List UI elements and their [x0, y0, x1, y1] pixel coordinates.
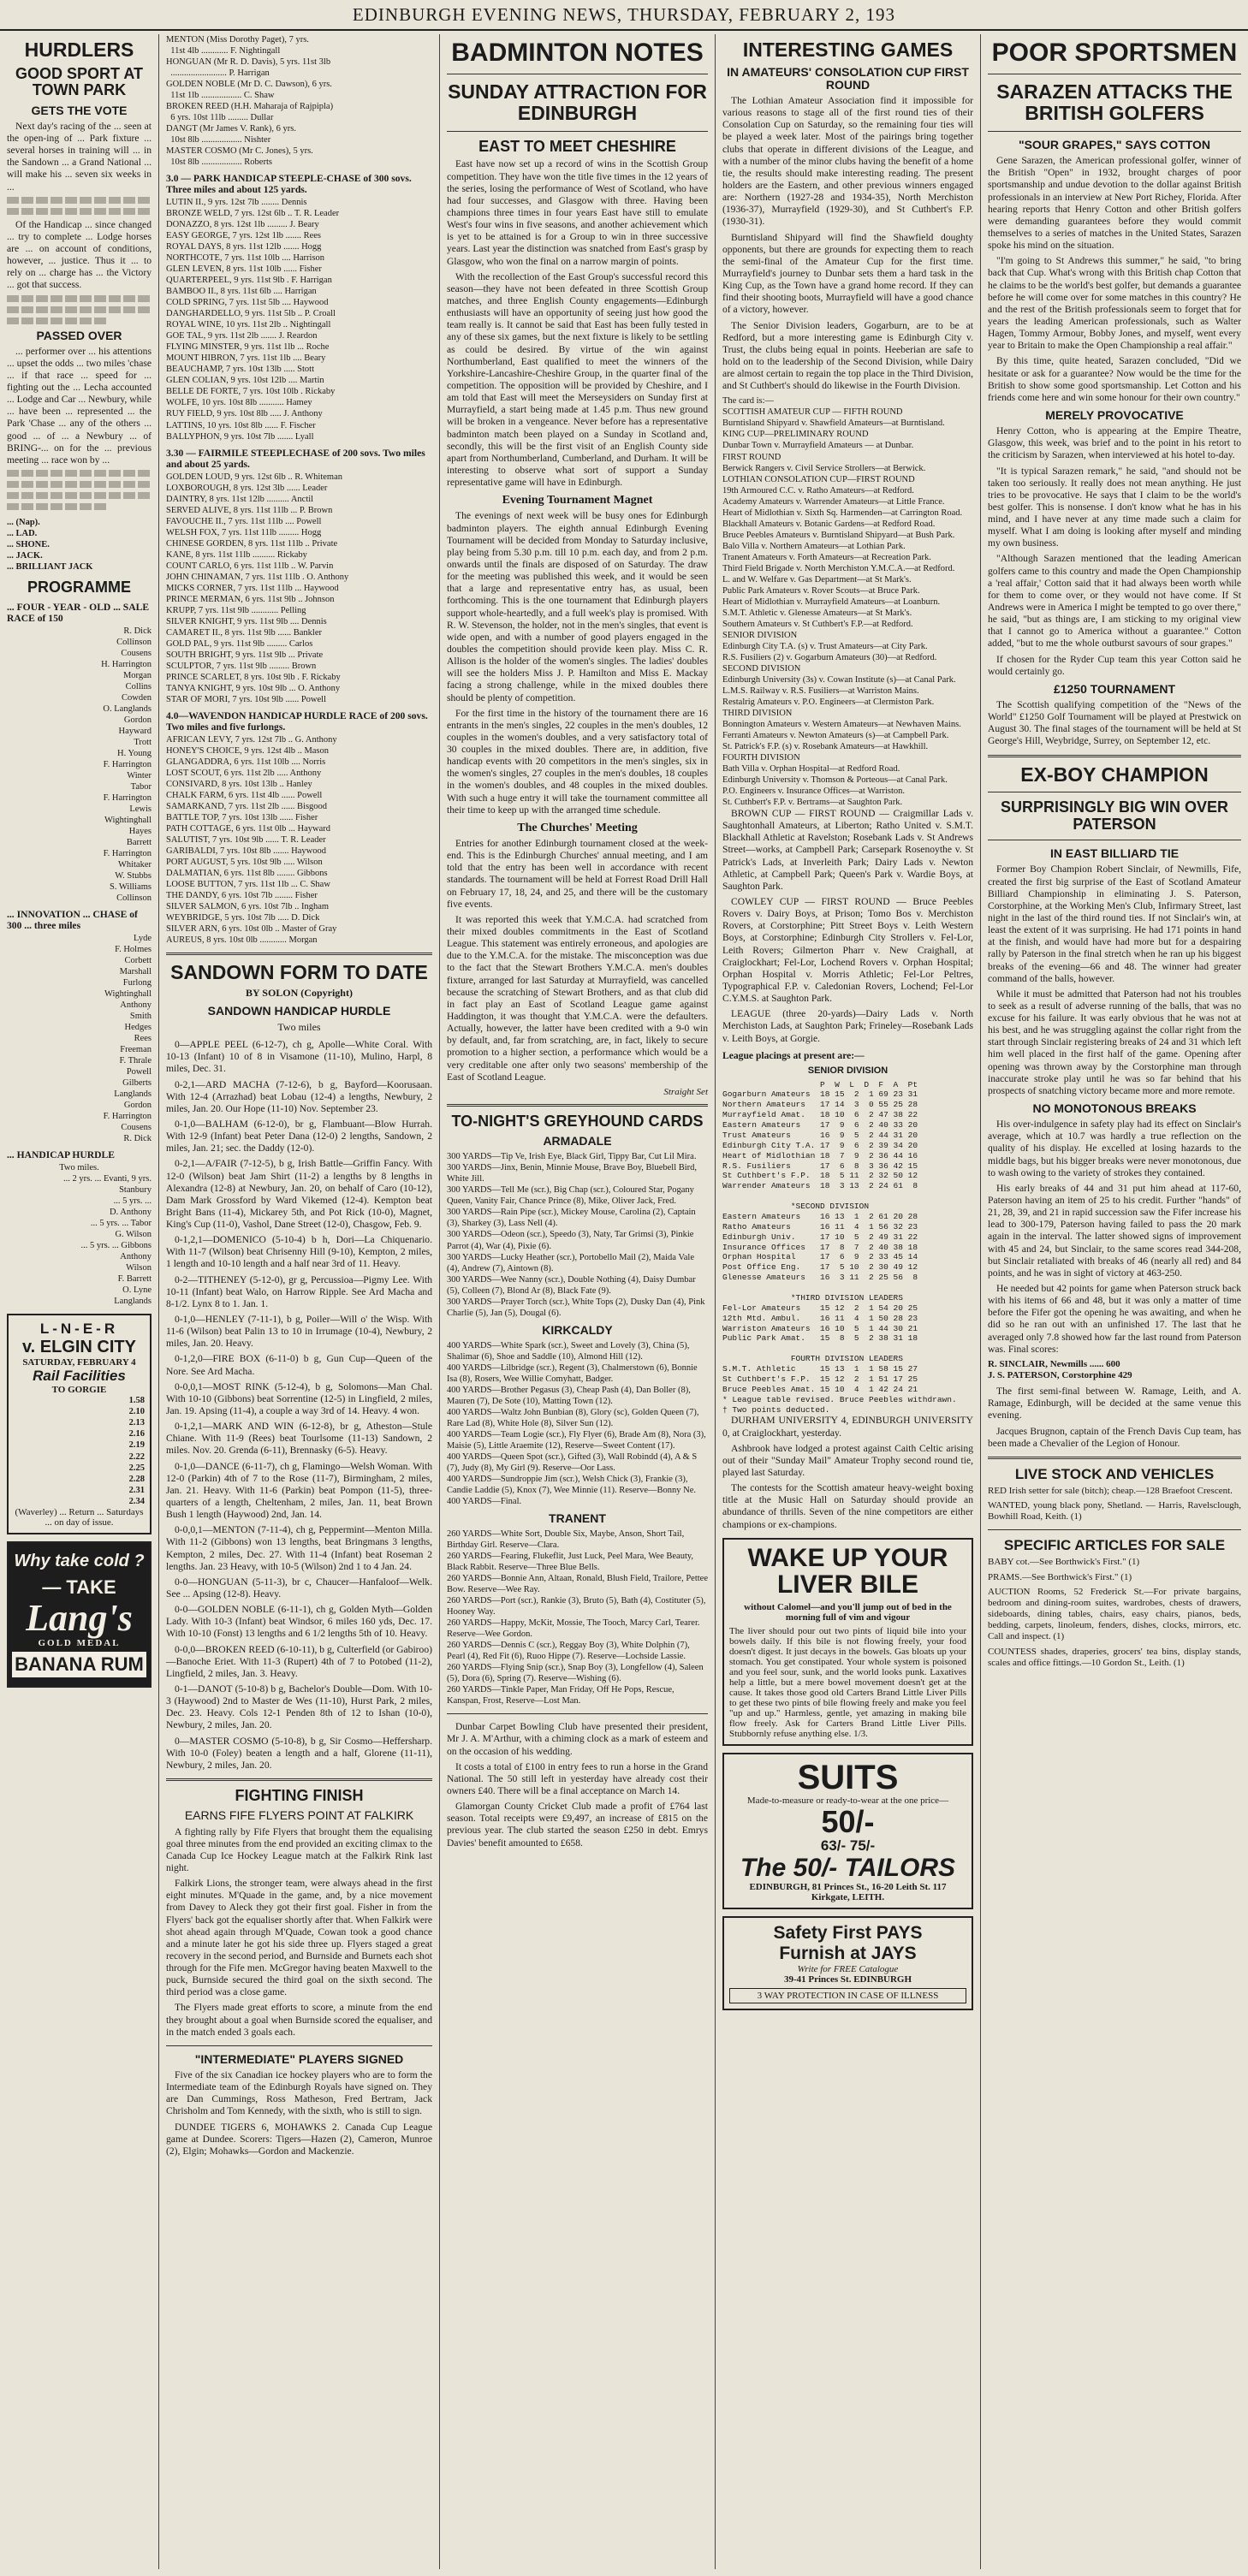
article-text: If chosen for the Ryder Cup team this year Cotton said he would certainly go.	[988, 653, 1241, 677]
headline-programme: PROGRAMME	[27, 579, 131, 597]
article-text: Former Boy Champion Robert Sinclair, of Newmills, Fife, created the first big surprise of the East of Scotland Amateur Billiard Championship in eliminating J. S. Paterson, Corstorphine, at the Working Men's Club, Infirmary Street, last night in the last of the third round ties. If not Sinclair's win, at least the extent of it was surprising. He had 171 points in hand at the finish, and would have had more but for a despairing rally by Paterson in the final stretch when he ran up his biggest breaks of the evening—66 and 48. The winner had greater command of the balls, however.	[988, 864, 1241, 984]
article-text: His over-indulgence in safety play had its effect on Sinclair's average, which at 10.7 was hardly a true reflection on the quality of his display. He excelled at losing hazards to the middle bags, but his bigger breaks were never monotonous, due to wash owing to the variety of strokes they contained.	[988, 1119, 1241, 1178]
form-entry: 0-1,2,1—DOMENICO (5-10-4) b h, Dori—La Chiquenario. With 11-7 (Wilson) beat Chrisenny Hill (9-10), Kempton, 2 miles, 1 length and 10-10 length and a half near 3rd of 11. Heavy.	[166, 1234, 432, 1270]
article-text: The contests for the Scottish amateur heavy-weight boxing title at the Music Hall on Saturday should provide an abundance of thrills. Seven of the nine competitors are either champions or ex-champions.	[722, 1482, 973, 1530]
greyhound-card: 260 YARDS—White Sort, Double Six, Maybe, Anson, Short Tail, Birthday Girl. Reserve—Clara. 260 YARDS—Fearing, Flukeflit, Just Luck, Peel Mara, Wee Beauty, Black Rabbit. Reserve—Three Blue Bells. 260 YARDS—Bonnie Ann, Altaan, Ronald, Blush Field, Trailore, Pettee Bow. Reserve—Wee Ray. 260 YARDS—Port (scr.), Rankie (3), Bruto (5), Bath (4), Costituter (5), Hooney Way. 260 YARDS—Happy, McKit, Mossie, The Tooch, Marcy Carl, Tearer. Reserve—Wee Gordon. 260 YARDS—Dennis C (scr.), Reggay Boy (3), White Dolphin (7), Pearl (4), Red Fit (6), Ruoo Hippe (7). Reserve—Lochside Lassie. 260 YARDS—Flying Snip (scr.), Snap Boy (3), Longfellow (4), Saleen (5), Dora (6), Spring (7). Reserve—Wishing (6). 260 YARDS—Tinkle Paper, Man Friday, Off He Pops, Rescue, Kanspan, Frost, Reserve—Lost Man.	[447, 1529, 708, 1706]
race-entries: GOLDEN LOUD, 9 yrs. 12st 6lb .. R. Whiteman LOXBOROUGH, 8 yrs. 12st 3lb ...... Leader DAINTRY, 8 yrs. 11st 12lb .......... Anctil SERVED ALIVE, 8 yrs. 11st 11lb ... P. Brown FAVOUCHE II., 7 yrs. 11st 11lb .... Powell WELSH FOX, 7 yrs. 11st 11lb ......... Hogg CHINESE GORDEN, 8 yrs. 11st 11lb .. Private KANE, 8 yrs. 11st 11lb .......... Rickaby COUNT CARLO, 6 yrs. 11st 11lb .. W. Parvin JOHN CHINAMAN, 7 yrs. 11st 11lb . O. Anthony MICKS CORNER, 7 yrs. 11st 11lb ... Haywood PRINCE MERMAN, 6 yrs. 11st 9lb .. Johnson KRUPP, 7 yrs. 11st 9lb ............ Pelling SILVER KNIGHT, 9 yrs. 11st 9lb .... Dennis CAMARET II., 8 yrs. 11st 9lb ...... Bankler GOLD PAL, 9 yrs. 11st 9lb ......... Carlos SOUTH BRIGHT, 9 yrs. 11st 9lb ... Private SCULPTOR, 7 yrs. 11st 9lb ......... Brown PRINCE SCARLET, 8 yrs. 10st 9lb . F. Rickaby TANYA KNIGHT, 9 yrs. 10st 9lb ... O. Anthony STAR OF MORI, 7 yrs. 10st 9lb ...... Powell	[166, 472, 349, 704]
race-entries: MENTON (Miss Dorothy Paget), 7 yrs. 11st 4lb ............ F. Nightingall HONGUAN (Mr R. D. Davis), 5 yrs. 11st 3lb ......................... P. Harrigan GOLDEN NOBLE (Mr D. C. Dawson), 6 yrs. 11st 1lb .................. C. Shaw BROKEN REED (H.H. Maharaja of Rajpipla) 6 yrs. 10st 11lb ......... Dullar DANGT (Mr James V. Rank), 6 yrs. 10st 8lb .................. Nishter MASTER COSMO (Mr C. Jones), 5 yrs. 10st 8lb .................. Roberts	[166, 35, 334, 168]
race-entries: AFRICAN LEVY, 7 yrs. 12st 7lb .. G. Anthony HONEY'S CHOICE, 9 yrs. 12st 4lb .. Mason GLANGADDRA, 6 yrs. 11st 10lb .... Norris LOST SCOUT, 6 yrs. 11st 2lb ..... Anthony CONSIVARD, 8 yrs. 10st 13lb .. Hanley CHALK FARM, 6 yrs. 11st 4lb ...... Powell SAMARKAND, 7 yrs. 11st 2lb ...... Bisgood BATTLE TOP, 7 yrs. 10st 13lb ...... Fisher PATH COTTAGE, 6 yrs. 11st 0lb ... Hayward SALUTIST, 7 yrs. 10st 9lb ...... T. R. Leader GARIBALDI, 7 yrs. 10st 8lb ....... Haywood PORT AUGUST, 5 yrs. 10st 9lb ..... Wilson DALMATIAN, 6 yrs. 11st 8lb ........ Gibbons LOOSE BUTTON, 7 yrs. 11st 1lb ... C. Shaw THE DANDY, 6 yrs. 10st 7lb ........ Fisher SILVER SALMON, 6 yrs. 10st 7lb .. Ingham WEYBRIDGE, 5 yrs. 10st 7lb ..... D. Dick SILVER ARN, 6 yrs. 10st 0lb .. Master of Gray AUREUS, 8 yrs. 10st 0lb ............ Morgan	[166, 734, 337, 946]
jays-tagline: 3 WAY PROTECTION IN CASE OF ILLNESS	[729, 1988, 966, 2003]
suits-brand: The 50/- TAILORS	[740, 1854, 956, 1883]
suits-headline: SUITS	[797, 1758, 899, 1796]
classified-livestock-heading: LIVE STOCK AND VEHICLES	[1014, 1465, 1215, 1482]
subhead-tournament: £1250 TOURNAMENT	[1053, 681, 1176, 696]
railway-facilities: Rail Facilities	[33, 1368, 126, 1385]
headline-consolation-cup: IN AMATEURS' CONSOLATION CUP FIRST ROUND	[727, 64, 969, 92]
column-1	[0, 34, 159, 2569]
article-text: DUNDEE TIGERS 6, MOHAWKS 2. Canada Cup League game at Dundee. Scorers: Tigers—Hazen (2), Cameron, Munroe (2), Elgin; Mohawks—Gordon and Mackenzie.	[166, 2121, 432, 2157]
race-entries: ... 2 yrs. ... Evanti, 9 yrs. Stanbury ... 5 yrs. ... D. Anthony ... 5 yrs. ... Tabor G. Wilson ... 5 yrs. ... Gibbons Anthony Wilson F. Barrett O. Lyne Langlands	[63, 1174, 152, 1307]
subhead-sandown-hurdle: SANDOWN HANDICAP HURDLE	[207, 1003, 391, 1018]
divider	[988, 1529, 1241, 1530]
form-entry: 0—APPLE PEEL (6-12-7), ch g, Apolle—White Coral. With 10-13 (Infant) 10 of 8 in Visamone (11-10), Mulino, Harpl, 8 miles, Dec. 31.	[166, 1039, 432, 1075]
jays-headline: Safety First PAYS	[773, 1922, 923, 1943]
article-text: Jacques Brugnon, captain of the French Davis Cup team, has been made a Chevalier of the Legion of Honour.	[988, 1425, 1241, 1449]
masthead: EDINBURGH EVENING NEWS, THURSDAY, FEBRUARY 2, 193	[0, 0, 1248, 31]
text-line-placeholder	[7, 503, 108, 510]
classified-ad: WANTED, young black pony, Shetland. — Harris, Ravelsclough, Bowhill Road, Keith. (1)	[988, 1499, 1241, 1522]
article-text: Falkirk Lions, the stronger team, were always ahead in the first eight minutes. M'Quade in the game, and, by a nice movement from Davey to Aleck they got their first goal. Fisher in from the Flyers' back got the equaliser shortly after that. When Falkirk were shot ahead again through M'Quade, Cowan took a good chance and a minute later he got his side three up. Flyers staged a great recovery in the second period, and Burnside and Burnets each shot through for the Fife men. McGregor having beaten Maxwell to the puck, Burnside secured the third goal on the sixth second. The third period was a close game.	[166, 1878, 432, 1998]
race-distance: Two miles.	[59, 1163, 99, 1173]
divider	[447, 131, 708, 132]
form-entry: 0-0,0,1—MENTON (7-11-4), ch g, Peppermint—Menton Milla. With 11-2 (Gibbons) won 13 lengths, beat Bringmans 3 lengths, Kempton, 2 miles, Dec. 27. With 11-4 (Infant) beat Roseman 2 lengths. Jan. 23 Heavy, with 10-5 (Wilson) 2nd 1 to 4 Jan. 24.	[166, 1524, 432, 1572]
race-entries: LUTIN II., 9 yrs. 12st 7lb ........ Dennis BRONZE WELD, 7 yrs. 12st 6lb .. T. R. Leader DONAZZO, 8 yrs. 12st 1lb ......... J. Beary EASY GEORGE, 7 yrs. 12st 1lb ....... Rees ROYAL DAYS, 8 yrs. 11st 12lb ....... Hogg NORTHCOTE, 7 yrs. 11st 10lb .... Harrison GLEN LEVEN, 8 yrs. 11st 10lb ...... Fisher QUARTERPEEL, 9 yrs. 11st 9lb . F. Harrigan BAMBOO II., 8 yrs. 11st 6lb .... Harrigan COLD SPRING, 7 yrs. 11st 5lb .... Haywood DANGHARDELLO, 9 yrs. 11st 5lb .. P. Croall ROYAL WINE, 10 yrs. 11st 2lb .. Nightingall GOE TAL, 9 yrs. 11st 2lb ....... J. Reardon FLYING MINSTER, 9 yrs. 11st 1lb ... Roche MOUNT HIBRON, 7 yrs. 11st 1lb .... Beary BEAUCHAMP, 7 yrs. 10st 13lb ..... Stott GLEN COLIAN, 9 yrs. 10st 12lb .... Martin BELLE DE FORTE, 7 yrs. 10st 10lb . Rickaby WOLFE, 10 yrs. 10st 8lb ........... Hamey RUY FIELD, 9 yrs. 10st 8lb ..... J. Anthony LATTINS, 10 yrs. 10st 8lb ...... F. Fischer BALLYPHON, 9 yrs. 10st 7lb ....... Lyall	[166, 198, 340, 442]
subhead-merely-provocative: MERELY PROVOCATIVE	[1045, 407, 1184, 422]
headline-ex-boy-champion: EX-BOY CHAMPION	[1020, 763, 1209, 786]
headline-poor-sportsmen: POOR SPORTSMEN	[991, 39, 1238, 67]
article-text: East have now set up a record of wins in the Scottish Group competition. They have won the title five times in the 12 years of the series, losing the performance of West of Scotland, who have had four successes, and Glasgow with three. Having been champions three times in four years East have still to emulate West's four wins in five seasons, and another achievement which is yet to be attained is for a Group to win in three successive years. Last year the distinction was snatched from East's grasp by Glasgow, who won the final on a narrow margin of points.	[447, 158, 708, 267]
headline-passed-over: PASSED OVER	[36, 328, 122, 342]
text-line-placeholder	[7, 481, 152, 488]
divider	[988, 131, 1241, 132]
suits-address: EDINBURGH, 81 Princes St., 16-20 Leith St. 117 Kirkgate, LEITH.	[749, 1881, 947, 1902]
article-text: It was reported this week that Y.M.C.A. had scratched from their mixed doubles commitments in the East of Scotland League. This statement was entirely erroneous, and apologies are due to the Y.M.C.A. for the mistake. The misconception was due to the fact that the Stewart Brothers Y.M.C.A. men's doubles fixture, arranged for last Saturday at Murrayfield, was cancelled because the scratching of Stewart Brothers, and as that club did in fact play an East of Scotland League game against Haddington, it was thought that Y.M.C.A. were the defaulters. Actually, however, the latter have been credited with a 9-0 win by default, and, far from scratching, are, in fact, likely to secure promotion to a higher section, a performance which would be a very creditable one after only two seasons' membership of the East of Scotland League.	[447, 913, 708, 1083]
article-text: COWLEY CUP — FIRST ROUND — Bruce Peebles Rovers v. Dairy Boys, at Prison; Tomo Bos v. Merchiston Rovers, at Corstorphine; Pitt Street Boys v. Leith Western Boys, at Corstorphine; Edinburgh City Strollers v. Fel-Lor, Leith Rovers; Gilmerton Pharr v. New Craighall, at Craiglockhart; Fel-Lor, Lochend Rovers v. Orphan Hospital; Orphan Hospital v. Morris Athletic; Fel-Lor Peltres, Typographical F.P. v. Caledonian Rovers, Lochend; Fel-Lor C.Y.M.S. at Saughton Park.	[722, 895, 973, 1005]
article-text: Burntisland Shipyard will find the Shawfield doughty opponents, but there are grounds for expecting them to reach the semi-final of the Amateur Cup for the first time. Murrayfield's journey to Dunbar sets them a hard task in the King Cup, as the Town have a grand home record. If they can find their shooting boots, Murrayfield will have a good chance of a victory, however.	[722, 231, 973, 316]
rum-medal: GOLD MEDAL	[38, 1637, 121, 1648]
article-text: The evenings of next week will be busy ones for Edinburgh badminton players. The eighth annual Edinburgh Evening Tournament will be decided from Monday to Saturday inclusive, play being from 5.30 p.m. till 10 p.m. each day, and from 2 p.m. onwards until the finals are disposed of on Saturday. The draw for the meeting was published this week, and it would be seen that a large and representative entry has, as usual, been forthcoming. This is the one tournament that Edinburgh players support whole-heartedly, and a full week's play is promised. With R. W. Stevenson, the holder, not in the men's singles, that event is wide open, and with a number of good players engaged in the doubles the competition should provide keen play. Miss C. R. Allison is the holder of the women's singles. The ladies' doubles will see the holders Miss J. P. Hamilton and Miss E. Mackay facing a strong challenge, while in the mixed doubles there should be plenty of competition.	[447, 510, 708, 703]
article-text: With the recollection of the East Group's successful record this season—they have not been defeated in three Scottish Group matches, and three English County engagements—Edinburgh enthusiasts will have an opportunity of seeing just how good the team really is. It cannot be said that East has been fully tested in any of these six games, but the next fixture is likely to be settling as could be desired. By virtue of the win against Northumberland, East qualified to meet the winners of the Yorkshire-Lancashire-Cheshire Group, in the quarter final of the competition. The opposition will be provided by Cheshire, and I am told that East will meet the Merseysiders on Sunday first at Murrayfield, a start being made at 1.45 p.m. Thus new ground will be broken in a vengeance. Never before has a representative badminton match been played on a Sunday in Scotland and, secondly, this will be the first visit of an English County side apart from Northumberland, Cumberland, and Durham. It will be interesting to observe what sort of support a Sunday representative game will have in Edinburgh.	[447, 270, 708, 489]
final-score-paterson: J. S. PATERSON, Corstorphine 429	[988, 1370, 1132, 1381]
subhead-churches-meeting: The Churches' Meeting	[517, 821, 638, 834]
article-text: "I'm going to St Andrews this summer," he said, "to bring back that Cup. What's wrong with this British chap Cotton that he claims to be the world's best golfer, but demands a guarantee before he will come over for some matches in this country? He and the rest of the British professionals seem to forget that for years the leading American professionals, such as Walter Hagen, Tommy Armour, Bobby Jones, and myself, went every year to Britain to make the Open Championship a real affair."	[988, 255, 1241, 352]
headline-billiard-tie: IN EAST BILLIARD TIE	[1049, 846, 1180, 861]
rum-tagline: Why take cold ?	[14, 1551, 145, 1570]
article-text: The Flyers made great efforts to score, a minute from the end they brought about a goal when Burnside scored the equaliser, and in the match ended 3 goals each.	[166, 2002, 432, 2038]
classified-ad: AUCTION Rooms, 52 Frederick St.—For private bargains, bedroom and dining-room suites, wardrobes, chests of drawers, sideboards, dining tables, chairs, easy chairs, pianos, beds, bedding, carpets, linoleum, fenders, dishes, clocks, mirrors, etc. Call and inspect. (1)	[988, 1586, 1241, 1642]
byline: BY SOLON (Copyright)	[246, 986, 353, 999]
article-text: His early breaks of 44 and 31 put him ahead at 117-60, Paterson having an item of 25 to his credit. Further "hands" of 21, 28, 39, and 21 in rapid succession saw the Fifer increase his lead to 300-179, Paterson having failed to pass the 20 mark again in the interval. The latter showed signs of improvement with 45 and 24, but Sinclair, to the same scores read 344-208, but Sinclair retaliated with breaks of 46 (nearly all red) and 84 points, and he was in sight of victory at 463-250.	[988, 1182, 1241, 1279]
article-text: Entries for another Edinburgh tournament closed at the week-end. This is the Edinburgh Churches' annual meeting, and I am told that the entry has been well in accordance with recent standards. The tournament will be held at Forrest Road Drill Hall on February 17, 18, 24, and 25, and there will be the customary five events.	[447, 838, 708, 910]
track-kirkcaldy: KIRKCALDY	[542, 1322, 613, 1337]
liver-advert-body: The liver should pour out two pints of liquid bile into your bowels daily. If this bile is not flowing freely, your food doesn't digest. It just decays in the bowels. Gas bloats up your stomach. You get constipated. Your whole system is poisoned and you feel sour, sunk, and the world looks punk. Laxatives help a little, but a mere bowel movement doesn't get at the cause. It takes those good old Carters Brand Little Liver Pills to get these two pints of bile flowing freely and make you feel "up and up." Harmless, gentle, yet amazing in making bile flow freely. Ask for Carters Brand Little Liver Pills. Stubbornly refuse anything else. 1/3.	[729, 1625, 966, 1739]
article-text: By this time, quite heated, Sarazen concluded, "Did we hesitate or ask for a guarantee? Now would be the time for the British to show some good sportsmanship. Let Cotton and his friends come here and win some honour for their own country."	[988, 355, 1241, 403]
author-signature: Straight Set	[663, 1086, 708, 1097]
headline-east-cheshire: EAST TO MEET CHESHIRE	[478, 138, 676, 156]
article-text: Of the Handicap ... since changed ... try to complete ... Lodge horses are ... on account of conditions, however, ... justice. Thus it ... to rely on ... charge has ... the Victory ... got that success.	[7, 218, 152, 291]
form-entry: 0-1,0—HENLEY (7-11-1), b g, Poiler—Will o' the Wisp. With 11-6 (Wilson) beat Palin 13 to 10 in Irrumage (10-4), Newbury, 2 miles, Jan. 20. Heavy.	[166, 1314, 432, 1350]
divider	[988, 755, 1241, 757]
form-entry: 0-1,0—BALHAM (6-12-0), br g, Flambuant—Blow Hurrah. With 12-9 (Infant) beat Peter Dana (12-0) 2 lengths, Sandown, 2 miles, Jan. 21; sec. the Daddy (12-0).	[166, 1118, 432, 1154]
railway-brand: L-N-E-R	[39, 1321, 119, 1338]
greyhound-card: 400 YARDS—White Spark (scr.), Sweet and Lovely (3), China (5), Shalimar (6), Shoe and Saddle (10), Almond Hill (12). 400 YARDS—Lilbridge (scr.), Regent (3), Chalmerstown (6), Bonnie Isa (8), Rosers, Wee Willie Comyhatt, Badger. 400 YARDS—Brother Pegasus (3), Cheap Pash (4), Dan Boller (8), Mauren (7), De Sote (10), Matting Town (12). 400 YARDS—Waltz John Bunbian (8), Glory (sc), Golden Queen (7), Rare Lad (8), White Hole (8), Silver Sun (12). 400 YARDS—Team Logie (scr.), Fly Flyer (6), Brade Am (8), Nora (3), Maisie (5), Little Araemite (12), Reserve—Sweet Content (17). 400 YARDS—Queen Spot (scr.), Gifted (3), Wall Robindd (4), A & S (7), Judy (8), My Girl (9). Reserve—Oor Lass. 400 YARDS—Sundroppie Jim (scr.), Welsh Chick (3), Frankie (3), Candie Laddie (5), Knox (7), Wee Minnie (11). Reserve—Bonny Ne. 400 YARDS—Final.	[447, 1340, 706, 1506]
track-armadale: ARMADALE	[543, 1134, 612, 1149]
race-title: 3.30 — FAIRMILE STEEPLECHASE of 200 sovs. Two miles and about 25 yards.	[166, 447, 425, 470]
suits-alt-prices: 63/- 75/-	[820, 1837, 876, 1855]
headline-sarazen: SARAZEN ATTACKS THE BRITISH GOLFERS	[996, 80, 1233, 125]
race-title: 4.0—WAVENDON HANDICAP HURDLE RACE of 200 sovs. Two miles and five furlongs.	[166, 709, 428, 733]
league-division: SENIOR DIVISION	[807, 1065, 888, 1076]
liver-advert-subhead: without Calomel—and you'll jump out of bed in the morning full of vim and vigour	[744, 1601, 952, 1623]
subhead-evening-tournament: Evening Tournament Magnet	[502, 494, 653, 507]
jays-address: 39-41 Princes St. EDINBURGH	[783, 1974, 912, 1985]
column-4	[716, 34, 981, 2569]
article-text: He needed but 42 points for game when Paterson struck back with his items of 66 and 48, but it was only a matter of time before the Fifer got the opening he was awaiting, and when he did so he ran out with an unfinished 17. The last that he averaged only 7.8 showed how far the last round from Paterson was. Final scores:	[988, 1282, 1241, 1355]
form-entry: 0-1,0—DANCE (6-11-7), ch g, Flamingo—Welsh Woman. With 12-0 (Parkin) 4th of 7 to the Rose (11-7), Birmingham, 2 miles, Jan. 21. Heavy. With 11-6 (Parkin) beat Pompon (11-5), three-quarters of a length, Cheltenham, 2 miles, Jan. 11, beat Brown Bush 1 length (Haywood) 2nd, Jan. 14.	[166, 1460, 432, 1521]
text-line-placeholder	[7, 470, 152, 477]
rum-take: — TAKE	[42, 1576, 116, 1598]
headline-badminton: BADMINTON NOTES	[451, 39, 704, 67]
article-text: The Lothian Amateur Association find it impossible for various reasons to stage all of the first round ties of their Consolation Cup on Saturday, so the remaining four ties will be played a week later. Most of the pairings bring together clubs that operate in different divisions of the League, and with a number of the minor clubs having the benefit of a home tie, the results should make interesting reading. The present holders are the Eastern, and other previous winners engaged are: Northern (1927-28 and 1934-35), North Merchiston (1936-37), Murrayfield (1929-30), and St Cuthbert's F.P. (1930-31).	[722, 95, 973, 228]
text-line-placeholder	[7, 492, 152, 499]
race-title: ... INNOVATION ... CHASE of 300 ... three miles	[7, 908, 138, 931]
railway-footnote: (Waverley) ... Return ... Saturdays ... on day of issue.	[15, 1506, 144, 1528]
text-line-placeholder	[7, 306, 152, 313]
suits-subhead: Made-to-measure or ready-to-wear at the one price—	[746, 1795, 949, 1806]
final-score-sinclair: R. SINCLAIR, Newmills ...... 600	[988, 1358, 1120, 1369]
railway-times: 1.58 2.10 2.13 2.16 2.19 2.22 2.25 2.28 2.31 2.34	[128, 1396, 145, 1506]
text-line-placeholder	[7, 197, 152, 204]
race-title: ... FOUR - YEAR - OLD ... SALE RACE of 150	[7, 601, 150, 624]
railway-destination: TO GORGIE	[51, 1385, 107, 1396]
race-title: 3.0 — PARK HANDICAP STEEPLE-CHASE of 300 sovs. Three miles and about 125 yards.	[166, 173, 412, 196]
railway-fixture: v. ELGIN CITY	[22, 1338, 136, 1357]
rum-advert	[7, 1541, 152, 1688]
suits-advert	[722, 1753, 973, 1909]
railway-date: SATURDAY, FEBRUARY 4	[22, 1357, 136, 1368]
article-text: For the first time in the history of the tournament there are 16 entrants in the men's singles, 22 couples in the men's doubles, 12 couples in the women's doubles, and a very satisfactory total of 30 couples in the mixed doubles. There are, in addition, five handicap events with 20 competitors in the men's singles, six in the women's singles, 27 couples in the men's doubles, 18 couples in the women's doubles, and 48 couples in the mixed doubles. With such a huge entry it will take the tournament committee all their time to keep up with the arranged time schedule.	[447, 707, 708, 816]
article-text: Next day's racing of the ... seen at the open-ing of ... Park fixture ... several horses in training will ... in the Sandown ... a Grand National ... will make his ... seven six weeks in ...	[7, 120, 152, 193]
railway-advert	[7, 1314, 152, 1534]
text-line-placeholder	[7, 208, 152, 215]
article-text: ... performer over ... his attentions ... upset the odds ... two miles 'chase ... if that race ... speed for ... fighting out the ... Lecha accounted ... Lodge and Car ... Newbury, while ... have been ... represented ... the Park 'Chase ... any of the others ... good ... of ... a Newbury ... of BRING-... on for the ... previous meeting ... race won by ...	[7, 345, 152, 466]
subhead-no-monotonous-breaks: NO MONOTONOUS BREAKS	[1032, 1101, 1197, 1116]
league-table-heading: League placings at present are:—	[722, 1049, 865, 1061]
divider	[166, 953, 432, 955]
form-entry: 0-2,1—ARD MACHA (7-12-6), b g, Bayford—Koorusaan. With 12-4 (Arrazhad) beat Lobau (12-4) a lengths, Newbury, 2 miles, Jan. 20. Our Hope (11-10) Nov. September 23.	[166, 1078, 432, 1114]
classified-articles-heading: SPECIFIC ARTICLES FOR SALE	[1003, 1537, 1226, 1554]
article-text: Gene Sarazen, the American professional golfer, winner of the British "Open" in 1932, brought charges of poor sportsmanship and undue devotion to the dollar against British professionals in an interview at New Port Richey, Florida. After hearing reports that Henry Cotton and other British golfers were demanding guarantees before they would commit themselves to a series of matches in the United States, Sarazen spoke his mind on the situation.	[988, 155, 1241, 252]
result-line: DURHAM UNIVERSITY 4, EDINBURGH UNIVERSITY 0, at Craiglockhart, yesterday.	[722, 1415, 973, 1439]
headline-fighting-finish: FIGHTING FINISH	[235, 1786, 364, 1804]
jays-catalogue: Write for FREE Catalogue	[797, 1963, 899, 1974]
suits-price: 50/-	[821, 1803, 875, 1839]
divider	[166, 2045, 432, 2046]
article-text: The Scottish qualifying competition of the "News of the World" £1250 Golf Tournament will be played at Prestwick on August 30. The final stages of the tournament will be held at St George's Hill, Weybridge, Surrey, on September 12, etc.	[988, 699, 1241, 747]
jays-advert	[722, 1916, 973, 2010]
divider	[166, 1778, 432, 1781]
classified-ad: COUNTESS shades, draperies, grocers' tea bins, display stands, scales and office fittings.—10 Gordon St., Leith. (1)	[988, 1646, 1241, 1668]
jays-subhead: Furnish at JAYS	[779, 1943, 917, 1963]
headline-gets-vote: GETS THE VOTE	[31, 103, 128, 117]
column-3	[440, 34, 716, 2569]
article-text: Ashbrook have lodged a protest against Caith Celtic arising out of their "Sunday Mail" Amateur Trophy second round tie, played last Saturday.	[722, 1442, 973, 1478]
article-text: Dunbar Carpet Bowling Club have presented their president, Mr J. A. M'Arthur, with a chiming clock as a mark of esteem and on the occasion of his wedding.	[447, 1721, 708, 1757]
article-text: Henry Cotton, who is appearing at the Empire Theatre, Glasgow, this week, was brief and to the point in his retort to the criticism by Sarazen, when interviewed at his hotel to-day.	[988, 425, 1241, 461]
article-text: Five of the six Canadian ice hockey players who are to form the Intermediate team of the Edinburgh Royals have signed on. They are Dan Cummings, Ross Matheson, Fred Bertram, Jack Chrisholm and Tom Kennedy, with the sixth, who is still to sign.	[166, 2069, 432, 2117]
form-entry: 0-2,1—A/FAIR (7-12-5), b g, Irish Battle—Griffin Fancy. With 12-0 (Wilson) beat Jam Shirt (11-2) a lengths by 8 lengths in Alexandra (12-8) at Newbury, Jan. 20, on behalf of Caro (10-12), Dam Mark Grossford by Ward Vikemed (12-4). Kempton beat Bright Bans (11-4), Mickarey 5th, and Pot Rick (10-0), Magnet, King's Cup (11-0), Vashol, Dane Street (12-0), Chasgow, Feb. 9.	[166, 1158, 432, 1231]
classified-ad: PRAMS.—See Borthwick's First." (1)	[988, 1571, 1132, 1582]
headline-greyhound-cards: TO-NIGHT'S GREYHOUND CARDS	[451, 1112, 704, 1130]
form-entry: 0—MASTER COSMO (5-10-8), b g, Sir Cosmo—Heffersharp. With 10-0 (Foley) beaten a length and a half, Glorene (11-11), Newbury, 2 miles, Jan. 20.	[166, 1735, 432, 1771]
form-entry: 0-2—TITHENEY (5-12-0), gr g, Percussioa—Pigmy Lee. With 10-11 (Infant) beat Walo, on Harrow Ripple. See Ard Macha and 8-1/2. Lynx 8 to 1. Jan. 1.	[166, 1273, 432, 1309]
article-text: The first semi-final between W. Ramage, Leith, and A. Ramage, Edinburgh, will be decided at the same venue this evening.	[988, 1386, 1241, 1422]
league-table: P W L D F A Pt Gogarburn Amateurs 18 15 2 1 69 23 31 Northern Amateurs 17 14 3 0 55 25 28 Murrayfield Amat. 18 10 6 2 47 38 22 Eastern Amateurs 17 9 6 2 40 33 20 Trust Amateurs 16 9 5 2 44 31 20 Edinburgh City T.A. 17 9 6 2 39 34 20 Heart of Midlothian 18 7 9 2 36 44 16 R.S. Fusiliers 17 6 8 3 36 42 15 St Cuthbert's F.P. 18 5 11 2 32 50 12 Warrender Amateurs 18 3 13 2 24 61 8 *SECOND DIVISION Eastern Amateurs 16 13 1 2 61 20 28 Ratho Amateurs 16 11 4 1 56 32 23 Edinburgh Univ. 17 10 5 2 49 31 22 Insurance Offices 17 8 7 2 40 38 18 Orphan Hospital 17 6 9 2 33 45 14 Post Office Eng. 17 5 10 2 30 49 12 Glenesse Amateurs 16 3 11 2 25 56 8 *THIRD DIVISION LEADERS Fel-Lor Amateurs 15 12 2 1 54 20 25 12th Mtd. Ambul. 16 11 4 1 50 28 23 Warriston Amateurs 16 10 5 1 44 30 21 Public Park Amat. 15 8 5 2 38 31 18 FOURTH DIVISION LEADERS S.M.T. Athletic 15 13 1 1 58 15 27 St Cuthbert's F.P. 15 12 2 1 51 17 25 Bruce Peebles Amat. 15 10 4 1 42 24 21 * League table revised. Bruce Peebles withdrawn. † Two points deducted.	[722, 1079, 957, 1415]
article-text: The Senior Division leaders, Gogarburn, are to be at Redford, but a more interesting game is Edinburgh City v. Trust, the clubs being equal in points. Heeberian are safe to hold on to the leadership of the Second Division, while Dairy are almost certain to regain the top place in the Third Division, and St Cuthbert's should do likewise in the Fourth Division.	[722, 319, 973, 392]
headline-sandown-form: SANDOWN FORM TO DATE	[170, 961, 428, 984]
headline-good-sport: GOOD SPORT AT TOWN PARK	[15, 64, 143, 99]
article-text: While it must be admitted that Paterson had not his troubles to seek as a result of adverse running of the balls, that was no excuse for his failure. It was early obvious that he was not at his best, and he was struggling against the collar right from the start through Sinclair registering breaks of 24 and 31 which left him well placed in the first half of the game. Opening after opening was thrown away by the Corstorphine man through inaccurate stroke play until he was so far behind that his prospects of snatching victory became more and more remote.	[988, 988, 1241, 1096]
headline-hurdlers: HURDLERS	[24, 39, 134, 61]
headline-sour-grapes: "SOUR GRAPES," SAYS COTTON	[1018, 138, 1211, 152]
selections-list: ... (Nap). ... LAD. ... SHONE. ... JACK. ... BRILLIANT JACK	[7, 518, 93, 573]
fixtures-card: The card is:— SCOTTISH AMATEUR CUP — FIFTH ROUND Burntisland Shipyard v. Shawfield Amateurs—at Burntisland. KING CUP—PRELIMINARY ROUND Dunbar Town v. Murrayfield Amateurs — at Dunbar. FIRST ROUND Berwick Rangers v. Civil Service Strollers—at Berwick. LOTHIAN CONSOLATION CUP—FIRST ROUND 19th Armoured C.C. v. Ratho Amateurs—at Redford. Academy Amateurs v. Warrender Amateurs—at Little France. Heart of Midlothian v. Sixth Sq. Harmenden—at Carrington Road. Blackhall Amateurs v. Botanic Gardens—at Redford Road. Bruce Peebles Amateurs v. Burntisland Shipyard—at Bush Park. Balo Villa v. Northern Amateurs—at Lothian Park. Tranent Amateurs v. Forth Amateurs—at Recreation Park. Third Field Brigade v. North Merchiston Y.M.C.A.—at Redford. L. and W. Welfare v. Gas Department—at St Mark's. Public Park Amateurs v. Rover Scouts—at Bruce Park. Heart of Midlothian v. Murrayfield Amateurs—at Loanburn. S.M.T. Athletic v. Glenesse Amateurs—at St Mark's. Southern Amateurs v. St Cuthbert's F.P.—at Redford. SENIOR DIVISION Edinburgh City T.A. (s) v. Trust Amateurs—at City Park. R.S. Fusiliers (2) v. Gogarburn Amateurs (30)—at Redford. SECOND DIVISION Edinburgh University (3s) v. Cowan Institute (s)—at Canal Park. L.M.S. Railway v. R.S. Fusiliers—at Warriston Mains. Restalrig Amateurs v. P.O. Engineers—at Clermiston Park. THIRD DIVISION Bonnington Amateurs v. Western Amateurs—at Newhaven Mains. Ferranti Amateurs v. Newton Amateurs (s)—at Campbell Park. St. Patrick's F.P. (s) v. Rosebank Amateurs—at Hawkhill. FOURTH DIVISION Bath Villa v. Orphan Hospital—at Redford Road. Edinburgh University v. Thomson & Porteous—at Canal Park. P.O. Engineers v. Insurance Offices—at Warriston. St. Cuthbert's F.P. v. Bertrams—at Saughton Park.	[722, 396, 963, 807]
form-entry: 0-0,0,1—MOST RINK (5-12-4), b g, Solomons—Man Chal. With 10-10 (Gibbons) beat Sorrentine (12-5) in Lingfield, 2 miles, Jan. 19. Apsing (11-4), a couple a way 3rd of 14. Heavy. 4 won.	[166, 1380, 432, 1417]
rum-name: BANANA RUM	[12, 1652, 146, 1677]
subhead-fife-flyers: EARNS FIFE FLYERS POINT AT FALKIRK	[184, 1808, 414, 1823]
classified-ad: RED Irish setter for sale (bitch); cheap.—128 Braefoot Crescent.	[988, 1485, 1233, 1496]
form-entry: 0-0—GOLDEN NOBLE (6-11-1), ch g, Golden Myth—Golden Lady. With 10-3 (Infant) beat Windsor, 6 miles 160 yds, Dec. 17. With 10-10 (Fonst) 13 lengths and 6 1/2 lengths 5th of 10. Heavy.	[166, 1604, 432, 1640]
race-distance: Two miles	[277, 1021, 321, 1034]
article-text: LEAGUE (three 20-yards)—Dairy Lads v. North Merchiston Lads, at Saughton Park; Frineley—Rosebank Lads v. Leith Boys, at Gorgie.	[722, 1008, 973, 1044]
headline-big-win: SURPRISINGLY BIG WIN OVER PATERSON	[1000, 798, 1229, 833]
article-text: "It is typical Sarazen remark," he said, "and should not be taken too seriously. It really does not mean anything. He just tries to be provocative. He says that I claim to be the world's best golfer. This is nonsense. I don't know what he has in his mind, and I have never at any time made such a claim for myself. What I am doing is looking after myself and minding my own business.	[988, 465, 1241, 549]
headline-intermediate: "INTERMEDIATE" PLAYERS SIGNED	[194, 2051, 404, 2066]
form-entry: 0-1,2,0—FIRE BOX (6-11-0) b g, Gun Cup—Queen of the Nore. See Ard Macha.	[166, 1353, 432, 1377]
headline-interesting-games: INTERESTING GAMES	[742, 39, 954, 61]
text-line-placeholder	[7, 318, 108, 324]
classified-ad: BABY cot.—See Borthwick's First." (1)	[988, 1557, 1140, 1568]
article-text: A fighting rally by Fife Flyers that brought them the equalising goal three minutes from the end provided an exciting climax to the Canada Cup Ice Hockey League match at the Falkirk Rink last night.	[166, 1825, 432, 1873]
article-text: It costs a total of £100 in entry fees to run a horse in the Grand National. The 50 still left in yesterday have already cost their owners £40. There will be a final acceptance on March 14.	[447, 1760, 708, 1797]
column-5	[981, 34, 1248, 2569]
article-text: "Although Sarazen mentioned that the leading American golfers came to this country and made the Open Championship a 'real affair,' Cotton said that it had always been worth while for them to come over, or they would not have come. If St Andrews were in America I might be tempted to go over there," he said, "but as things are, I am sticking to my original view that I cannot go to America without a guarantee." Cotton added, "but to me the whole outburst savours of sour grapes."	[988, 553, 1241, 650]
rum-brand: Lang's	[26, 1596, 133, 1639]
divider	[988, 1457, 1241, 1459]
liver-advert-headline: WAKE UP YOUR LIVER BILE	[747, 1543, 948, 1600]
liver-pills-advert	[722, 1538, 973, 1746]
column-2	[159, 34, 440, 2569]
text-line-placeholder	[7, 295, 152, 302]
greyhound-card: 300 YARDS—Tip Ve, Irish Eye, Black Girl, Tippy Bar, Cut Lil Mira. 300 YARDS—Jinx, Benin, Minnie Mouse, Brave Boy, Bluebell Bird, White Jill. 300 YARDS—Tell Me (scr.), Big Chap (scr.), Coloured Star, Pogany Queen, Vanity Fair, Chance Prince (8), Mike, Oliver Jack, Fred. 300 YARDS—Rain Pipe (scr.), Mickey Mouse, Carolina (2), Captain (3), Sharkey (3), Lass Nell (4). 300 YARDS—Odeon (scr.), Speedo (3), Naty, Tar Grimsi (3), Pinkie Parrot (4), War (4), Pixie (6). 300 YARDS—Lucky Heather (scr.), Portobello Mail (2), Maida Vale (4), Andrew (7), Aintown (8). 300 YARDS—Wee Nanny (scr.), Double Nothing (4), Daisy Dumbar (5), Colleen (7), Blond Ar (8), Black Fate (9). 300 YARDS—Prayer Torch (scr.), White Tops (2), Dusky Dan (4), Pink Charlie (5), Jan (5), Dougal (6).	[447, 1152, 705, 1318]
form-entry: 0-1,2,1—MARK AND WIN (6-12-8), br g, Atheston—Stule Chiane. With 11-9 (Rees) beat Tourlsome (11-13) Sandown, 2 miles. Nov. 20. Grenda (6-11), Brennasky (6-5). Heavy.	[166, 1421, 432, 1457]
divider	[447, 1713, 708, 1714]
track-tranent: TRANENT	[549, 1511, 606, 1525]
race-title: ... HANDICAP HURDLE	[7, 1149, 115, 1161]
race-entries: R. Dick Collinson Cousens H. Harrington Morgan Collins Cowden O. Langlands Gordon Hayward Trott H. Young F. Harrington Winter Tabor F. Harrington Lewis Wightinghall Hayes Barrett F. Harrington Whitaker W. Stubbs S. Williams Collinson	[101, 626, 152, 903]
form-entry: 0-1—DANOT (5-10-8) b g, Bachelor's Double—Dom. With 10-3 (Haywood) 2nd to Master de Wes (11-10), Hurst Park, 2 miles, Dec. 23. Heavy. Cols 12-1 Penden 8th of 12 to Ishan (10-0), Newbury, 2 miles, Jan. 20.	[166, 1683, 432, 1731]
race-entries: Lyde F. Holmes Corbett Marshall Furlong Wightinghall Anthony Smith Hedges Rees Freeman F. Thrale Powell Gilberts Langlands Gordon F. Harrington Cousens R. Dick	[103, 933, 152, 1144]
divider	[447, 1104, 708, 1107]
article-text: BROWN CUP — FIRST ROUND — Craigmillar Lads v. Saughtonhall Amateurs, at Liberton; Ratho United v. S.M.T. Blackhall Athletic at Ravelston; Rosebank Lads v. St Andrews Street—works, at Campbell Park; Carsepark Rosenoythe v. St Patrick's Lads, at Inverleith Park; Dairy Lads v. Newton Athletic, at Campbell Park; Queen's Park v. Wardie Boys, at Saughton Park.	[722, 808, 973, 892]
headline-sunday-attraction: SUNDAY ATTRACTION FOR EDINBURGH	[448, 80, 707, 125]
form-entry: 0-0—HONGUAN (5-11-3), br c, Chaucer—Hanfaloof—Welk. See ... Apsing (12-8). Heavy.	[166, 1576, 432, 1600]
article-text: Glamorgan County Cricket Club made a profit of £764 last season. Total receipts were £9,497, an increase of £815 on the previous year. The club started the season £250 in debt. Emrys Davies' benefit amounted to £658.	[447, 1801, 708, 1849]
form-entry: 0-0,0—BROKEN REED (6-10-11), b g, Culterfield (or Gabiroo)—Banoche Eriet. With 11-3 (Rupert) 4th of 7 to Potobed (11-2), Lingfield, 2 miles, Jan. 3. Heavy.	[166, 1643, 432, 1679]
